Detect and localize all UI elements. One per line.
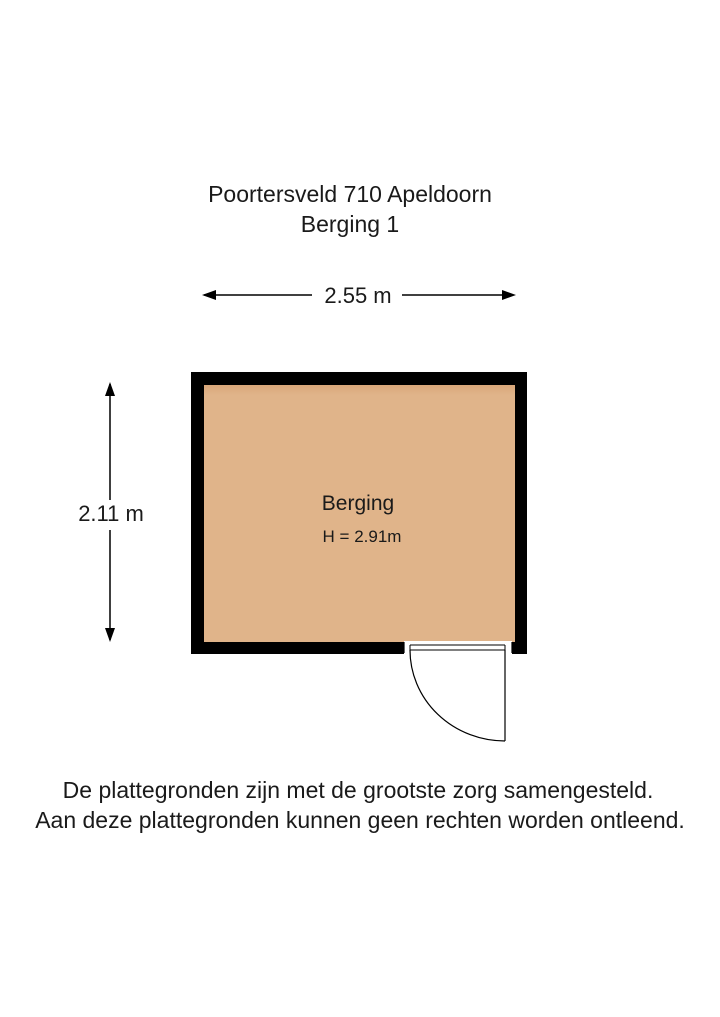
arrow-up-icon <box>105 382 115 396</box>
floorplan-address: Poortersveld 710 Apeldoorn <box>208 181 492 207</box>
door-swing-arc <box>410 650 505 741</box>
door-opening <box>404 641 512 655</box>
room-berging <box>191 372 527 741</box>
floorplan-unit: Berging 1 <box>300 211 400 237</box>
disclaimer-line-1: De plattegronden zijn met de grootste zorg samengesteld. <box>62 777 654 803</box>
arrow-down-icon <box>105 628 115 642</box>
arrow-right-icon <box>502 290 516 300</box>
width-dimension <box>202 283 516 308</box>
width-dimension-label: 2.55 m <box>324 283 392 308</box>
height-dimension <box>70 382 152 642</box>
arrow-left-icon <box>202 290 216 300</box>
disclaimer-line-2: Aan deze plattegronden kunnen geen rechten worden ontleend. <box>35 807 685 833</box>
room-name-label: Berging <box>321 492 395 515</box>
room-height-label: H = 2.91m <box>322 527 402 546</box>
height-dimension-label: 2.11 m <box>78 501 144 526</box>
